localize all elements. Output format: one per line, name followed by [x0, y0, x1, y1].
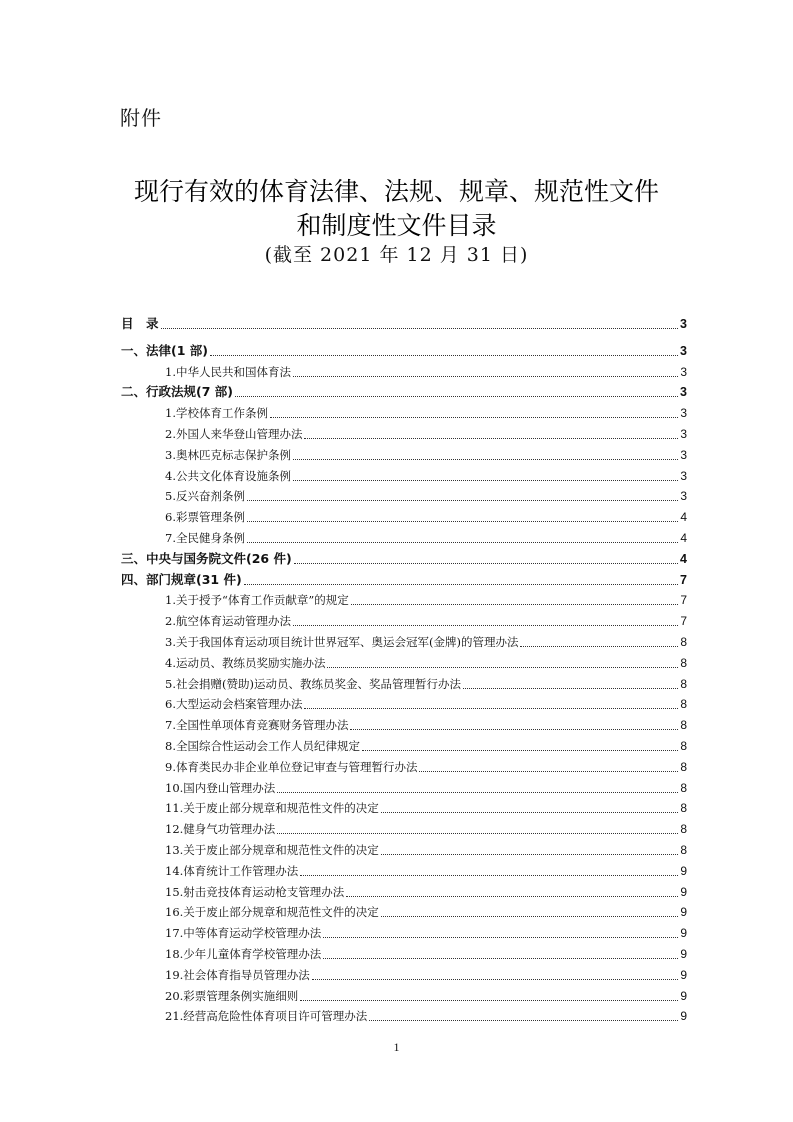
toc-item-entry[interactable]	[121, 796, 687, 817]
toc-item-entry[interactable]	[121, 879, 687, 900]
toc-item-entry[interactable]	[121, 962, 687, 983]
toc-section-entry[interactable]	[121, 310, 687, 332]
toc-item-entry[interactable]	[121, 858, 687, 879]
toc-entry-label: 7.全国性单项体育竞赛财务管理办法	[165, 718, 349, 733]
toc-entry-label: 1.关于授予“体育工作贡献章”的规定	[165, 593, 349, 608]
toc-entry-page: 9	[680, 905, 687, 920]
page-number: 1	[393, 1040, 400, 1054]
toc-dot-leader	[327, 667, 678, 668]
toc-item-entry[interactable]	[121, 400, 687, 421]
toc-dot-leader	[247, 542, 678, 543]
toc-dot-leader	[300, 875, 678, 876]
toc-item-entry[interactable]	[121, 1004, 687, 1025]
toc-entry-label: 9.体育类民办非企业单位登记审查与管理暂行办法	[165, 759, 418, 774]
toc-entry-page: 8	[680, 718, 687, 733]
toc-item-entry[interactable]	[121, 484, 687, 505]
toc-dot-leader	[369, 1020, 678, 1021]
toc-entry-page: 3	[680, 426, 687, 441]
toc-dot-leader	[293, 459, 678, 460]
toc-dot-leader	[270, 417, 678, 418]
toc-entry-label: 10.国内登山管理办法	[165, 780, 276, 795]
toc-entry-label: 4.运动员、教练员奖励实施办法	[165, 655, 326, 670]
toc-entry-label: 6.大型运动会档案管理办法	[165, 697, 303, 712]
toc-entry-label: 二、行政法规(7 部)	[121, 384, 233, 400]
toc-entry-page: 8	[680, 634, 687, 649]
toc-entry-label: 17.中等体育运动学校管理办法	[165, 926, 322, 941]
toc-entry-page: 8	[680, 676, 687, 691]
toc-entry-page: 9	[680, 1009, 687, 1024]
toc-section-entry[interactable]	[121, 567, 687, 588]
toc-entry-page: 8	[680, 697, 687, 712]
toc-dot-leader	[381, 854, 679, 855]
toc-dot-leader	[346, 896, 678, 897]
document-title-line1: 现行有效的体育法律、法规、规章、规范性文件	[133, 177, 659, 206]
toc-entry-page: 8	[680, 759, 687, 774]
toc-entry-label: 3.关于我国体育运动项目统计世界冠军、奥运会冠军(金牌)的管理办法	[165, 634, 519, 649]
toc-entry-page: 7	[680, 593, 687, 608]
toc-entry-page: 9	[680, 988, 687, 1003]
toc-entry-page: 9	[680, 863, 687, 878]
toc-dot-leader	[351, 604, 679, 605]
toc-entry-label: 14.体育统计工作管理办法	[165, 863, 299, 878]
toc-section-entry[interactable]	[121, 546, 687, 567]
toc-dot-leader	[381, 916, 679, 917]
toc-dot-leader	[323, 937, 678, 938]
toc-dot-leader	[210, 355, 678, 356]
toc-dot-leader	[381, 812, 679, 813]
toc-dot-leader	[304, 708, 678, 709]
toc-dot-leader	[235, 396, 678, 397]
toc-item-entry[interactable]	[121, 816, 687, 837]
toc-dot-leader	[294, 563, 678, 564]
toc-item-entry[interactable]	[121, 525, 687, 546]
toc-entry-page: 4	[680, 510, 687, 525]
toc-entry-label: 19.社会体育指导员管理办法	[165, 967, 310, 982]
toc-entry-label: 8.全国综合性运动会工作人员纪律规定	[165, 738, 360, 753]
toc-entry-page: 3	[680, 317, 687, 331]
toc-item-entry[interactable]	[121, 712, 687, 733]
table-of-contents	[121, 310, 687, 1024]
toc-entry-page: 3	[680, 385, 687, 400]
toc-entry-label: 13.关于废止部分规章和规范性文件的决定	[165, 842, 379, 857]
toc-dot-leader	[419, 771, 678, 772]
toc-entry-label: 2.航空体育运动管理办法	[165, 614, 291, 629]
toc-entry-page: 9	[680, 967, 687, 982]
toc-entry-page: 7	[680, 572, 687, 587]
toc-dot-leader	[300, 1000, 678, 1001]
toc-entry-page: 8	[680, 655, 687, 670]
toc-item-entry[interactable]	[121, 442, 687, 463]
toc-dot-leader	[277, 792, 678, 793]
toc-entry-label: 18.少年儿童体育学校管理办法	[165, 946, 322, 961]
toc-item-entry[interactable]	[121, 733, 687, 754]
toc-dot-leader	[293, 376, 678, 377]
toc-entry-page: 8	[680, 738, 687, 753]
toc-entry-label: 2.外国人来华登山管理办法	[165, 426, 303, 441]
toc-item-entry[interactable]	[121, 941, 687, 962]
toc-dot-leader	[277, 833, 678, 834]
toc-item-entry[interactable]	[121, 588, 687, 609]
toc-item-entry[interactable]	[121, 692, 687, 713]
toc-item-entry[interactable]	[121, 650, 687, 671]
toc-entry-label: 三、中央与国务院文件(26 件)	[121, 550, 292, 566]
toc-entry-label: 16.关于废止部分规章和规范性文件的决定	[165, 905, 379, 920]
toc-entry-label: 20.彩票管理条例实施细则	[165, 988, 299, 1003]
document-title-line2: 和制度性文件目录	[296, 211, 497, 240]
toc-item-entry[interactable]	[121, 608, 687, 629]
toc-entry-page: 8	[680, 842, 687, 857]
toc-entry-page: 9	[680, 884, 687, 899]
toc-entry-label: 5.社会捐赠(赞助)运动员、教练员奖金、奖品管理暂行办法	[165, 676, 461, 691]
toc-section-entry[interactable]	[121, 338, 687, 359]
toc-entry-label: 7.全民健身条例	[165, 530, 245, 545]
toc-entry-label: 目 录	[121, 316, 159, 331]
toc-entry-page: 8	[680, 801, 687, 816]
toc-entry-page: 9	[680, 926, 687, 941]
toc-dot-leader	[520, 646, 678, 647]
toc-entry-page: 7	[680, 614, 687, 629]
toc-entry-label: 21.经营高危险性体育项目许可管理办法	[165, 1009, 368, 1024]
toc-item-entry[interactable]	[121, 463, 687, 484]
toc-entry-page: 8	[680, 780, 687, 795]
toc-item-entry[interactable]	[121, 629, 687, 650]
toc-dot-leader	[247, 500, 678, 501]
toc-entry-page: 8	[680, 822, 687, 837]
toc-entry-label: 15.射击竞技体育运动枪支管理办法	[165, 884, 345, 899]
toc-dot-leader	[247, 521, 678, 522]
toc-dot-leader	[323, 958, 678, 959]
toc-entry-label: 6.彩票管理条例	[165, 510, 245, 525]
toc-entry-page: 3	[680, 468, 687, 483]
toc-dot-leader	[304, 438, 678, 439]
toc-entry-page: 4	[680, 530, 687, 545]
toc-entry-label: 1.中华人民共和国体育法	[165, 364, 291, 379]
toc-dot-leader	[293, 480, 678, 481]
toc-item-entry[interactable]	[121, 754, 687, 775]
toc-entry-page: 9	[680, 946, 687, 961]
toc-entry-label: 1.学校体育工作条例	[165, 406, 268, 421]
toc-entry-page: 3	[680, 343, 687, 358]
toc-entry-page: 4	[680, 551, 687, 566]
toc-dot-leader	[362, 750, 678, 751]
toc-entry-label: 5.反兴奋剂条例	[165, 489, 245, 504]
attachment-label: 附件	[120, 106, 162, 130]
toc-item-entry[interactable]	[121, 775, 687, 796]
toc-item-entry[interactable]	[121, 920, 687, 941]
toc-item-entry[interactable]	[121, 837, 687, 858]
toc-item-entry[interactable]	[121, 671, 687, 692]
toc-item-entry[interactable]	[121, 504, 687, 525]
toc-dot-leader	[161, 328, 679, 329]
toc-entry-page: 3	[680, 489, 687, 504]
toc-entry-label: 12.健身气功管理办法	[165, 822, 276, 837]
toc-entry-label: 一、法律(1 部)	[121, 342, 208, 358]
toc-entry-label: 11.关于废止部分规章和规范性文件的决定	[165, 801, 379, 816]
toc-entry-label: 3.奥林匹克标志保护条例	[165, 447, 291, 462]
toc-dot-leader	[350, 729, 678, 730]
toc-entry-page: 3	[680, 364, 687, 379]
toc-entry-page: 3	[680, 406, 687, 421]
toc-entry-page: 3	[680, 447, 687, 462]
toc-dot-leader	[293, 625, 678, 626]
toc-entry-label: 四、部门规章(31 件)	[121, 571, 242, 587]
toc-dot-leader	[244, 584, 678, 585]
toc-item-entry[interactable]	[121, 421, 687, 442]
toc-section-entry[interactable]	[121, 380, 687, 401]
toc-dot-leader	[463, 688, 678, 689]
document-subtitle: (截至 2021 年 12 月 31 日)	[264, 244, 529, 266]
toc-item-entry[interactable]	[121, 900, 687, 921]
toc-dot-leader	[312, 979, 679, 980]
toc-entry-label: 4.公共文化体育设施条例	[165, 468, 291, 483]
toc-item-entry[interactable]	[121, 359, 687, 380]
toc-item-entry[interactable]	[121, 983, 687, 1004]
